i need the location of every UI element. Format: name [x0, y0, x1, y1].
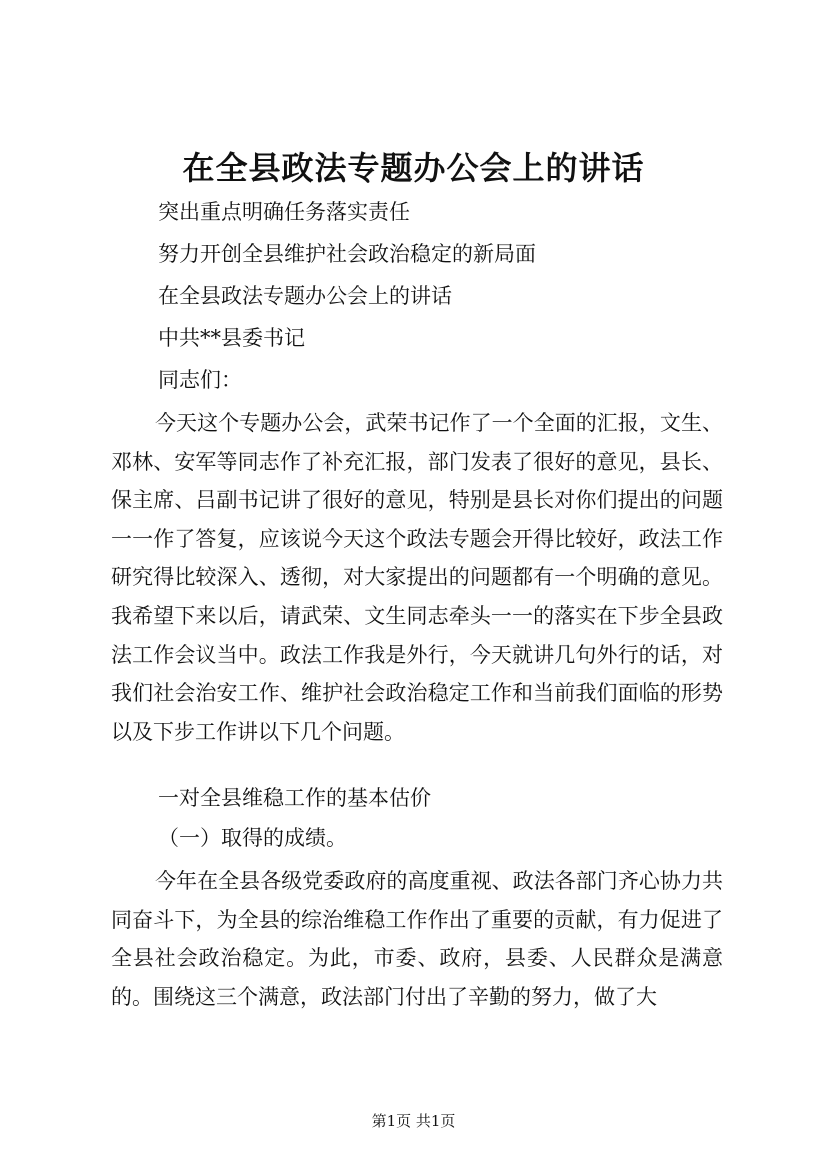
subtitle-line-1: 突出重点明确任务落实责任: [158, 200, 410, 224]
body-paragraph-1: 今天这个专题办公会，武荣书记作了一个全面的汇报，文生、邓林、安军等同志作了补充汇报，部门发表了很好的意见，县长、保主席、吕副书记讲了很好的意见，特别是县长对你们提出的问题一一作了答复，应该说今天这个政法专题会开得比较好，政法工作研究得比较深入、透彻，对大家提出的问题都有一个明确的意见。我希望下来以后，请武荣、文生同志牵头一一的落实在下步全县政法工作会议当中。政法工作我是外行，今天就讲几句外行的话，对我们社会治安工作、维护社会政治稳定工作和当前我们面临的形势以及下步工作讲以下几个问题。: [111, 411, 723, 744]
section-heading: 一对全县维稳工作的基本估价: [158, 786, 431, 810]
subtitle-line-2: 努力开创全县维护社会政治稳定的新局面: [158, 242, 536, 266]
salutation-line: 同志们：: [158, 368, 242, 392]
speech-title-line: 在全县政法专题办公会上的讲话: [158, 284, 452, 308]
page-footer: 第1页 共1页: [371, 1112, 456, 1130]
document-title: 在全县政法专题办公会上的讲话: [182, 149, 645, 187]
subsection-heading: （一）取得的成绩。: [158, 826, 347, 850]
speaker-line: 中共**县委书记: [158, 326, 305, 350]
body-paragraph-2: 今年在全县各级党委政府的高度重视、政法各部门齐心协力共同奋斗下，为全县的综治维稳工作作出了重要的贡献，有力促进了全县社会政治稳定。为此，市委、政府，县委、人民群众是满意的。围绕这三个满意，政法部门付出了辛勤的努力，做了大: [111, 869, 723, 1009]
